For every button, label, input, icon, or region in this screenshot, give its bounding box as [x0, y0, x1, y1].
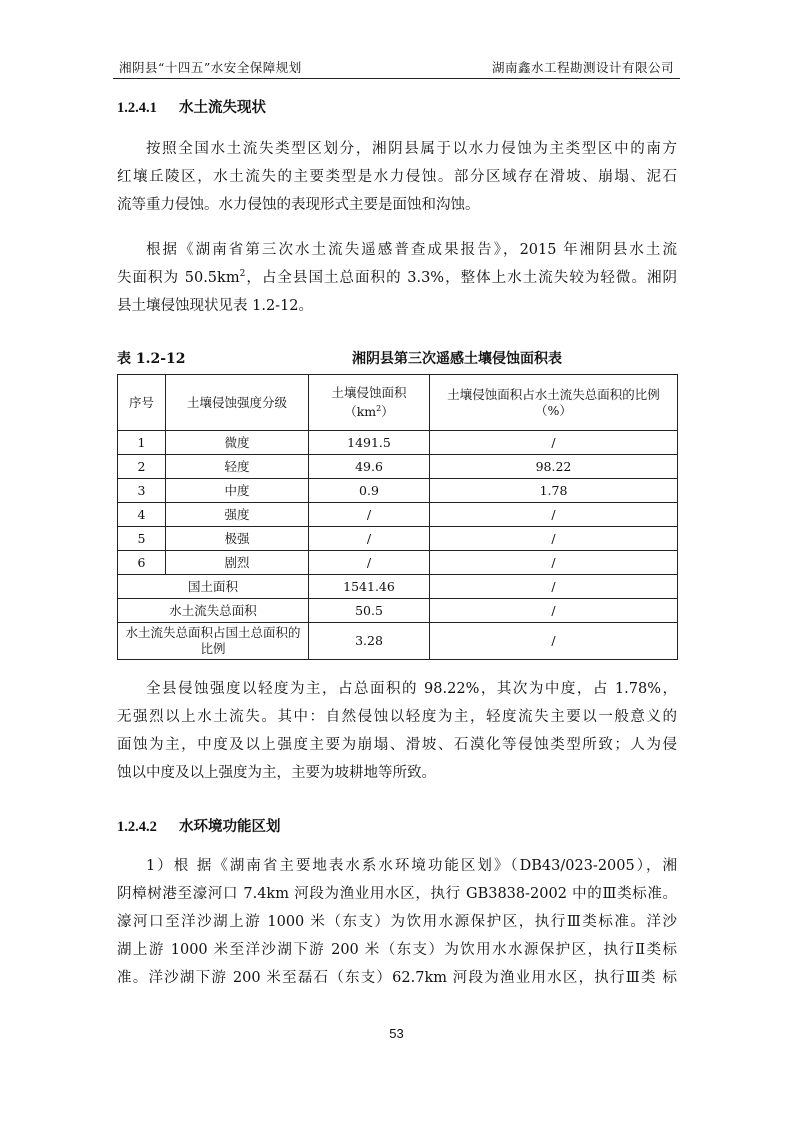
paragraph-line: 县土壤侵蚀现状见表 1.2-12。 — [117, 298, 314, 314]
paragraph-line: 面蚀为主，中度及以上强度主要为崩塌、滑坡、石漠化等侵蚀类型所致；人为侵 — [117, 737, 677, 753]
header-document-title: 湘阴县“十四五”水安全保障规划 — [119, 60, 302, 75]
table-title: 湘阴县第三次遥感土壤侵蚀面积表 — [352, 351, 562, 367]
paragraph-line: 阴樟树港至濠河口 7.4km 河段为渔业用水区，执行 GB3838-2002 中的Ⅲ类标准。 — [117, 886, 677, 902]
paragraph-erosion-type — [117, 135, 677, 219]
cell-grade: 微度 — [166, 431, 309, 455]
cell-seq: 2 — [118, 455, 166, 479]
cell-seq: 1 — [118, 431, 166, 455]
table-row — [118, 479, 678, 503]
table-summary-row — [118, 623, 678, 660]
paragraph-line: 湖上游 1000 米至洋沙湖下游 200 米（东支）为饮用水水源保护区，执行Ⅱ类标 — [117, 942, 677, 958]
cell-ratio: 98.22 — [430, 455, 678, 479]
header-text: ） — [381, 404, 394, 420]
cell-area: 3.28 — [309, 623, 430, 660]
cell-seq: 5 — [118, 527, 166, 551]
paragraph-line — [117, 264, 677, 292]
header-rule — [113, 78, 680, 79]
cell-ratio: / — [430, 551, 678, 575]
paragraph-line: 流等重力侵蚀。水力侵蚀的表现形式主要是面蚀和沟蚀。 — [117, 197, 480, 213]
table-row — [118, 455, 678, 479]
paragraph-line: 红壤丘陵区，水土流失的主要类型是水力侵蚀。部分区域存在滑坡、崩塌、泥石 — [117, 169, 677, 185]
superscript: 2 — [376, 403, 382, 413]
table-row — [118, 503, 678, 527]
table-row — [118, 551, 678, 575]
cell-seq: 3 — [118, 479, 166, 503]
erosion-area-table — [117, 374, 678, 660]
paragraph-line: 濠河口至洋沙湖上游 1000 米（东支）为饮用水源保护区，执行Ⅲ类标准。洋沙 — [117, 914, 677, 930]
section-title: 水土流失现状 — [179, 99, 266, 116]
header-cell-ratio: 土壤侵蚀面积占水土流失总面积的比例（%） — [430, 375, 678, 431]
header-cell-seq: 序号 — [118, 375, 166, 431]
paragraph-line: 根据《湖南省第三次水土流失遥感普查成果报告》，2015 年湘阴县水土流 — [146, 242, 677, 258]
cell-ratio: / — [430, 503, 678, 527]
cell-summary-label: 水土流失总面积占国土总面积的比例 — [118, 623, 309, 660]
text-run: ，占全县国土总面积的 3.3%，整体上水土流失较为轻微。湘阴 — [245, 270, 677, 286]
cell-area: 1541.46 — [309, 575, 430, 599]
header-company-name: 湖南鑫水工程勘测设计有限公司 — [491, 60, 674, 75]
cell-area: / — [309, 503, 430, 527]
cell-area: 0.9 — [309, 479, 430, 503]
section-heading-1-2-4-1 — [117, 96, 266, 117]
paragraph-line: 准。洋沙湖下游 200 米至磊石（东支）62.7km 河段为渔业用水区，执行Ⅲ类 标 — [117, 970, 677, 986]
cell-area: 50.5 — [309, 599, 430, 623]
paragraph-erosion-summary — [117, 675, 677, 787]
cell-area: 1491.5 — [309, 431, 430, 455]
section-title: 水环境功能区划 — [179, 818, 281, 835]
paragraph-line: 全县侵蚀强度以轻度为主，占总面积的 98.22%，其次为中度，占 1.78%， — [146, 681, 677, 697]
cell-area: / — [309, 527, 430, 551]
cell-ratio: / — [430, 623, 678, 660]
cell-grade: 中度 — [166, 479, 309, 503]
header-text: 土壤侵蚀面积 — [331, 384, 407, 400]
table-header-row — [118, 375, 678, 431]
paragraph-line: 蚀以中度及以上强度为主，主要为坡耕地等所致。 — [117, 765, 436, 781]
paragraph-survey-report — [117, 236, 677, 320]
cell-grade: 剧烈 — [166, 551, 309, 575]
table-label: 表 1.2-12 — [117, 351, 186, 367]
header-cell-grade: 土壤侵蚀强度分级 — [166, 375, 309, 431]
table-caption — [117, 348, 677, 368]
paragraph-water-zoning — [117, 852, 677, 992]
header-text: （km — [344, 404, 377, 420]
table-row — [118, 527, 678, 551]
cell-grade: 轻度 — [166, 455, 309, 479]
cell-grade: 强度 — [166, 503, 309, 527]
superscript: 2 — [239, 269, 246, 280]
cell-ratio: / — [430, 599, 678, 623]
paragraph-line: 1）根 据《湖南省主要地表水系水环境功能区划》（DB43/023-2005），湘 — [146, 858, 677, 874]
section-number: 1.2.4.1 — [117, 100, 157, 116]
cell-ratio: / — [430, 527, 678, 551]
cell-summary-label: 国土面积 — [118, 575, 309, 599]
page-header — [113, 56, 680, 78]
paragraph-line: 无强烈以上水土流失。其中：自然侵蚀以轻度为主，轻度流失主要以一般意义的 — [117, 709, 677, 725]
cell-ratio: / — [430, 575, 678, 599]
cell-seq: 6 — [118, 551, 166, 575]
cell-area: 49.6 — [309, 455, 430, 479]
cell-ratio: 1.78 — [430, 479, 678, 503]
text-run: 失面积为 50.5km — [117, 270, 240, 286]
cell-ratio: / — [430, 431, 678, 455]
cell-seq: 4 — [118, 503, 166, 527]
table-summary-row — [118, 599, 678, 623]
cell-grade: 极强 — [166, 527, 309, 551]
section-number: 1.2.4.2 — [117, 819, 157, 835]
cell-summary-label: 水土流失总面积 — [118, 599, 309, 623]
table-row — [118, 431, 678, 455]
paragraph-line: 按照全国水土流失类型区划分，湘阴县属于以水力侵蚀为主类型区中的南方 — [146, 141, 677, 157]
header-cell-area — [309, 375, 430, 431]
section-heading-1-2-4-2 — [117, 815, 281, 836]
cell-area: / — [309, 551, 430, 575]
page-number: 53 — [389, 1026, 404, 1041]
table-summary-row — [118, 575, 678, 599]
